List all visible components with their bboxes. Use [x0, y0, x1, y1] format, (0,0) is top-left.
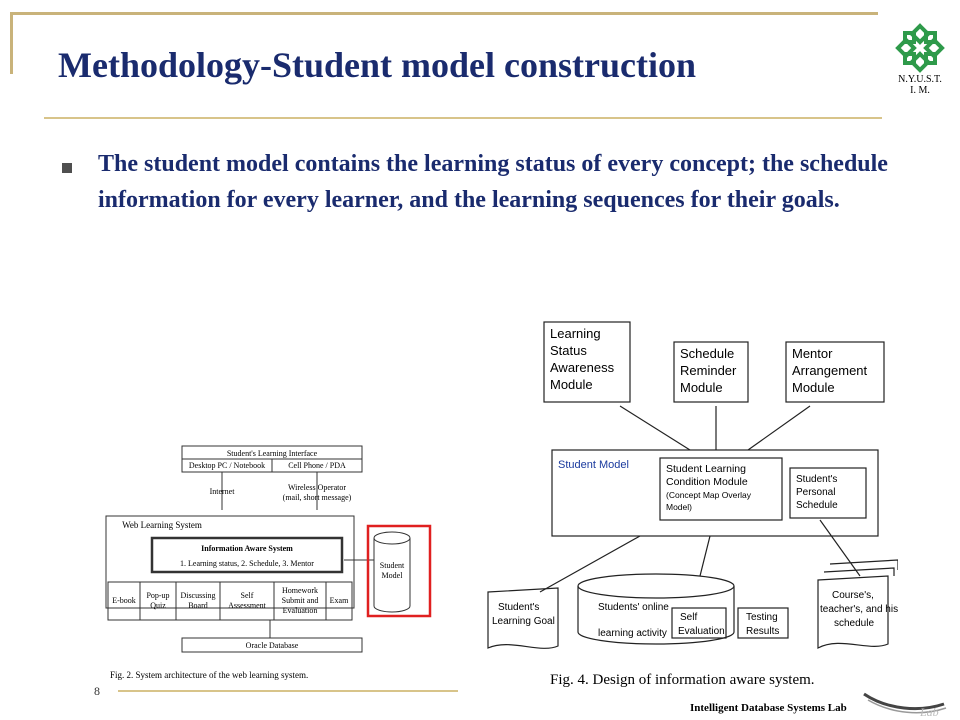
- fig2-module-label: E-book: [112, 596, 136, 605]
- fig2-ias-items: 1. Learning status, 2. Schedule, 3. Mentor: [180, 559, 314, 568]
- slide-title: Methodology-Student model construction: [58, 45, 696, 85]
- fig2-module-label: Discussing Board: [180, 591, 216, 610]
- frame-left-rule: [10, 12, 13, 74]
- fig4-condition-1: Student Learning: [666, 463, 746, 475]
- frame-top-rule: [10, 12, 878, 15]
- nyust-logo: [888, 22, 952, 102]
- bullet-square-icon: [62, 163, 72, 173]
- fig4-course-3: schedule: [834, 618, 875, 629]
- fig4-testing-1: Testing: [746, 612, 778, 623]
- fig2-ias: Information Aware System: [201, 544, 293, 553]
- lab-logo-text: Lab: [920, 705, 939, 719]
- logo-text-line2: I. M.: [910, 85, 930, 96]
- fig2-module-label: Self Assessment: [228, 591, 266, 610]
- fig2-module-label: Exam: [329, 596, 349, 605]
- fig4-self-eval-1: Self: [680, 612, 698, 623]
- idsl-lab-logo-icon: [858, 664, 958, 720]
- fig2-wireless-2: (mail, short message): [282, 493, 352, 502]
- fig4-condition-3: (Concept Map Overlay: [666, 490, 752, 500]
- fig4-condition-4: Model): [666, 502, 692, 512]
- fig4-top-module-label: Schedule Reminder Module: [680, 346, 737, 395]
- fig4-online-1: Students' online: [598, 602, 669, 613]
- footer-lab-name: Intelligent Database Systems Lab: [690, 702, 847, 714]
- fig2-database: Oracle Database: [245, 641, 299, 650]
- fig4-condition-2: Condition Module: [666, 476, 748, 488]
- fig4-course-1: Course's,: [832, 590, 874, 601]
- fig4-personal-3: Schedule: [796, 500, 838, 511]
- fig4-online-2: learning activity: [598, 628, 667, 639]
- fig4-testing-2: Results: [746, 626, 780, 637]
- fig4-course-2: teacher's, and his: [820, 604, 898, 615]
- fig4-top-module-label: Mentor Arrangement Module: [792, 346, 868, 395]
- logo-text-line1: N.Y.U.S.T.: [898, 74, 942, 85]
- fig2-caption: Fig. 2. System architecture of the web learning system.: [110, 670, 309, 680]
- fig4-student-model: Student Model: [558, 459, 629, 471]
- nyust-logo-icon: [894, 22, 946, 74]
- fig2-web-system: Web Learning System: [122, 520, 202, 530]
- fig2-module-label: Homework Submit and Evaluation: [281, 586, 319, 615]
- fig4-caption: Fig. 4. Design of information aware system.: [550, 672, 815, 688]
- slide-number: 8: [94, 684, 100, 698]
- fig2-wireless-1: Wireless Operator: [287, 483, 347, 492]
- fig4-goal-1: Student's: [498, 602, 540, 613]
- footer-rule: [118, 690, 458, 692]
- fig2-interface-title: Student's Learning Interface: [226, 449, 318, 458]
- fig4-goal-2: Learning Goal: [492, 616, 555, 627]
- bullet-item: [62, 146, 892, 218]
- title-underline: [44, 117, 882, 119]
- fig4-personal-2: Personal: [796, 487, 836, 498]
- fig2-desktop: Desktop PC / Notebook: [188, 461, 266, 470]
- fig4-information-aware-system: [480, 314, 898, 694]
- bullet-text: The student model contains the learning status of every concept; the schedule information for every learner, and the learning sequences for their goals.: [98, 151, 888, 213]
- fig2-internet: Internet: [209, 487, 235, 496]
- fig4-self-eval-2: Evaluation: [678, 626, 725, 637]
- fig2-student-model-1: Student: [379, 561, 405, 570]
- fig2-module-label: Pop-up Quiz: [146, 591, 170, 610]
- fig4-top-module-label: Learning Status Awareness Module: [550, 326, 615, 392]
- fig2-student-model-2: Model: [381, 571, 403, 580]
- fig2-system-architecture: [102, 438, 440, 686]
- fig4-personal-1: Student's: [796, 474, 838, 485]
- fig2-cellphone: Cell Phone / PDA: [288, 461, 346, 470]
